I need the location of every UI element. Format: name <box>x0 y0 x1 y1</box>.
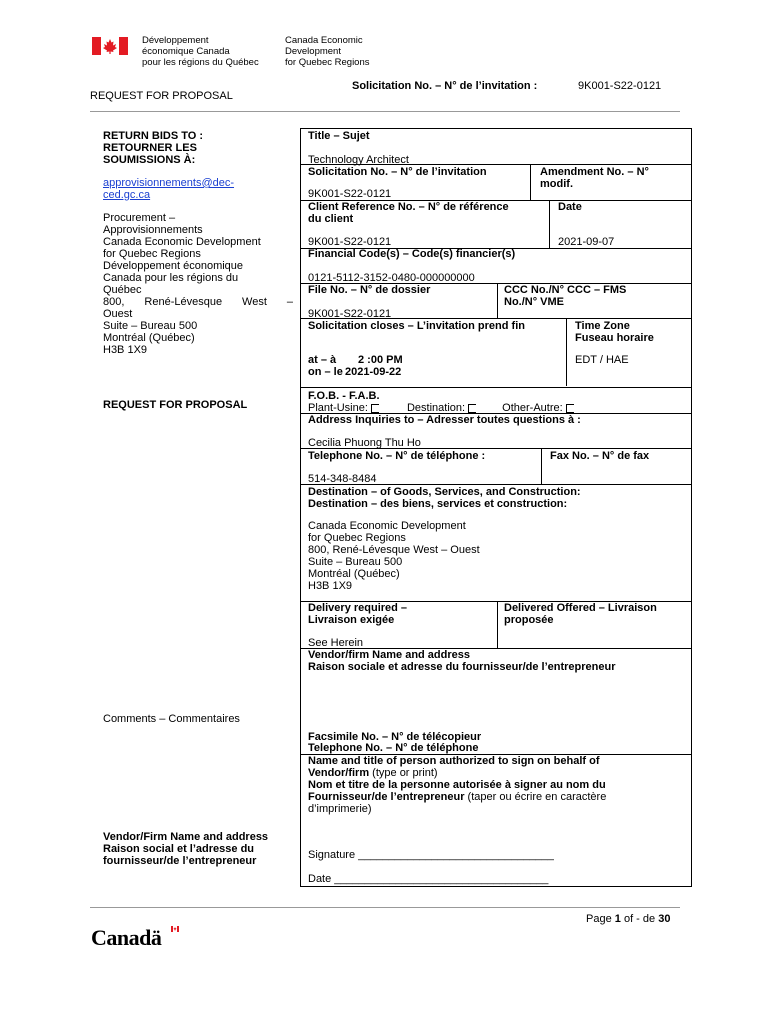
amend-label-line: Amendment No. – N° <box>540 166 649 178</box>
at-value: 2 :00 PM <box>358 354 403 366</box>
page-prefix: Page <box>586 913 612 925</box>
vendor-line: Raison social et l’adresse du <box>103 843 255 855</box>
authorized-line: Vendor/firm <box>308 767 370 779</box>
return-bids-line: RETURN BIDS TO : <box>103 130 204 142</box>
sol-no-label: Solicitation No. – N° de l’invitation <box>308 166 487 178</box>
closes-label: Solicitation closes – L’invitation prend fin <box>308 320 525 332</box>
dest-label <box>308 486 581 510</box>
dest-address-line: Montréal (Québec) <box>308 568 400 580</box>
on-value: 2021-09-22 <box>345 366 402 378</box>
solicitation-number: 9K001-S22-0121 <box>578 80 662 92</box>
address-line: for Quebec Regions <box>103 248 201 260</box>
address-line: H3B 1X9 <box>103 344 148 356</box>
address-line: Canada Economic Development <box>103 236 261 248</box>
client-ref-label <box>308 201 509 225</box>
dest-address-line: for Quebec Regions <box>308 532 406 544</box>
address-line: Canada pour les régions du <box>103 272 239 284</box>
title-label: Title – Sujet <box>308 130 370 142</box>
tz-label-line: Fuseau horaire <box>575 332 654 344</box>
email-link-line[interactable]: ced.gc.ca <box>103 189 151 201</box>
client-ref-line: du client <box>308 213 354 225</box>
date-value: 2021-09-07 <box>558 236 615 248</box>
page-indicator <box>586 913 670 925</box>
doc-title: REQUEST FOR PROPOSAL <box>90 90 233 102</box>
col-divider <box>497 601 498 648</box>
dest-address <box>308 520 480 592</box>
row-divider <box>300 164 530 165</box>
col-divider <box>566 318 567 386</box>
dept-en-line: for Quebec Regions <box>285 57 370 68</box>
address-line: Ouest <box>103 308 133 320</box>
authorized-line: Fournisseur/de l’entrepreneur <box>308 791 465 803</box>
title-value: Technology Architect <box>308 154 409 166</box>
tz-value: EDT / HAE <box>575 354 629 366</box>
fin-code-value: 0121-5112-3152-0480-000000000 <box>308 272 475 284</box>
authorized-person-label <box>308 755 606 815</box>
fin-code-label: Financial Code(s) – Code(s) financier(s) <box>308 248 516 260</box>
header-divider <box>90 111 680 112</box>
fob-other-label: Other-Autre: <box>502 402 563 414</box>
fax-label: Fax No. – N° de fax <box>550 450 650 462</box>
tel-label: Telephone No. – N° de téléphone : <box>308 450 486 462</box>
dept-fr-line: économique Canada <box>142 46 230 57</box>
page-total: 30 <box>658 913 671 925</box>
ccc-label-line: CCC No./N° CCC – FMS <box>504 284 627 296</box>
vendor-label-left <box>103 831 293 867</box>
delivery-value: See Herein <box>308 637 364 649</box>
footer-divider <box>90 907 680 908</box>
signature-line[interactable]: Signature ________________________________ <box>308 849 554 861</box>
address-line: Approvisionnements <box>103 224 203 236</box>
return-bids-line: SOUMISSIONS À: <box>103 154 196 166</box>
fob-dest-label: Destination: <box>406 402 466 414</box>
vendor-label-line: Vendor/firm Name and address <box>308 649 470 661</box>
return-bids-line: RETOURNER LES <box>103 142 197 154</box>
vendor-line: fournisseur/de l’entrepreneur <box>103 855 257 867</box>
address-line: Développement économique <box>103 260 244 272</box>
tel-value: 514-348-8484 <box>308 473 377 485</box>
dest-address-line: H3B 1X9 <box>308 580 353 592</box>
col-divider <box>541 448 542 484</box>
rfp-label: REQUEST FOR PROPOSAL <box>103 399 248 411</box>
inquiries-value: Cecilia Phuong Thu Ho <box>308 437 421 449</box>
authorized-line: d’imprimerie) <box>308 803 372 815</box>
at-label: at – à <box>308 354 337 366</box>
delivery-offered-line: proposée <box>504 614 554 626</box>
return-address <box>103 212 293 356</box>
dept-en-line: Canada Economic <box>285 35 363 46</box>
ccc-label-line: No./N° VME <box>504 296 565 308</box>
tz-label <box>575 320 654 344</box>
return-bids-label <box>103 130 293 166</box>
amend-label <box>540 166 649 190</box>
col-divider <box>497 283 498 319</box>
fob-dest-checkbox[interactable] <box>468 404 476 413</box>
authorized-line: (type or print) <box>369 767 438 779</box>
address-line: Procurement – <box>103 212 176 224</box>
dept-fr-line: pour les régions du Québec <box>142 57 259 68</box>
fob-plant-label: Plant-Usine: <box>308 402 368 414</box>
comments-label: Comments – Commentaires <box>103 713 240 725</box>
client-ref-line: Client Reference No. – N° de référence <box>308 201 509 213</box>
row-divider <box>300 484 691 485</box>
dest-address-line: 800, René-Lévesque West – Ouest <box>308 544 480 556</box>
facsimile-label: Facsimile No. – N° de télécopieur <box>308 731 482 743</box>
dest-address-line: Canada Economic Development <box>308 520 466 532</box>
address-line: Suite – Bureau 500 <box>103 320 198 332</box>
email-link-line[interactable]: approvisionnements@dec- <box>103 177 235 189</box>
telephone-label: Telephone No. – N° de téléphone <box>308 742 479 754</box>
tz-label-line: Time Zone <box>575 320 630 332</box>
delivery-required-label <box>308 602 407 626</box>
canada-wordmark: Canadä <box>91 925 162 950</box>
ccc-label <box>504 284 626 308</box>
fob-label: F.O.B. - F.A.B. <box>308 390 380 402</box>
canada-flag-icon <box>92 37 128 55</box>
fob-plant-checkbox[interactable] <box>371 404 379 413</box>
vendor-line: Vendor/Firm Name and address <box>103 831 269 843</box>
col-divider <box>530 164 531 201</box>
address-line: 800, René-Lévesque West – <box>103 296 293 308</box>
wordmark-flag-icon <box>171 926 179 932</box>
authorized-line: Nom et titre de la personne autorisée à signer au nom du <box>308 779 606 791</box>
inquiries-label: Address Inquiries to – Adresser toutes questions à : <box>308 414 581 426</box>
authorized-line: Name and title of person authorized to sign on behalf of <box>308 755 600 767</box>
page-of: of - de <box>623 913 656 925</box>
sol-no-value: 9K001-S22-0121 <box>308 188 392 200</box>
date-label: Date <box>558 201 582 213</box>
dest-label-line: Destination – of Goods, Services, and Construction: <box>308 486 581 498</box>
delivery-offered-line: Delivered Offered – Livraison <box>504 602 657 614</box>
delivery-required-line: Delivery required – <box>308 602 408 614</box>
row-divider <box>300 318 691 319</box>
delivery-required-line: Livraison exigée <box>308 614 395 626</box>
fob-other-checkbox[interactable] <box>566 404 574 413</box>
email-link[interactable] <box>103 177 293 201</box>
dest-label-line: Destination – des biens, services et construction: <box>308 498 568 510</box>
file-no-label: File No. – N° de dossier <box>308 284 431 296</box>
address-line: Montréal (Québec) <box>103 332 195 344</box>
authorized-line: (taper ou écrire en caractère <box>464 791 607 803</box>
dept-en-line: Development <box>285 46 341 57</box>
solicitation-label: Solicitation No. – N° de l’invitation : <box>352 80 538 92</box>
vendor-label <box>308 649 616 673</box>
department-name-en <box>285 35 370 68</box>
address-line: Québec <box>103 284 142 296</box>
date-signature-line[interactable]: Date ___________________________________ <box>308 873 549 885</box>
col-divider <box>549 200 550 248</box>
dept-fr-line: Développement <box>142 35 209 46</box>
client-ref-value: 9K001-S22-0121 <box>308 236 392 248</box>
on-label: on – le <box>308 366 343 378</box>
page-number: 1 <box>614 913 621 925</box>
delivery-offered-label <box>504 602 657 626</box>
department-name-fr <box>142 35 259 68</box>
file-no-value: 9K001-S22-0121 <box>308 308 392 320</box>
dest-address-line: Suite – Bureau 500 <box>308 556 403 568</box>
row-divider <box>530 164 691 165</box>
row-divider <box>300 448 691 449</box>
vendor-label-line: Raison sociale et adresse du fournisseur/de l’entrepreneur <box>308 661 616 673</box>
amend-label-line: modif. <box>540 178 573 190</box>
